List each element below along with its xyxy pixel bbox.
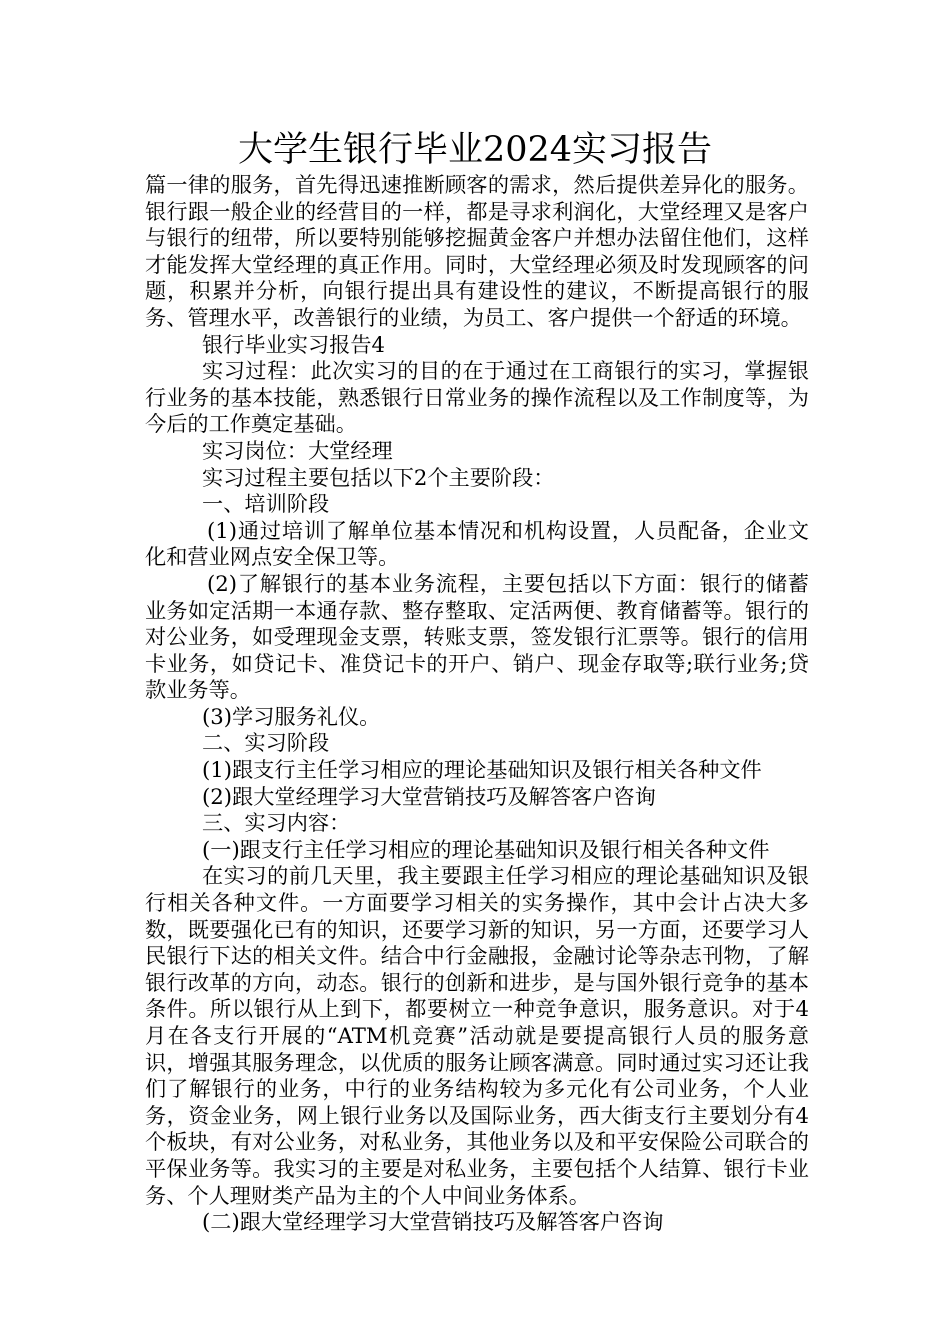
document-body — [145, 172, 809, 1236]
paragraph-15: 在实习的前几天里，我主要跟主任学习相应的理论基础知识及银行相关各种文件。一方面要学习相关的实务操作，其中会计占决大多数，既要强化已有的知识，还要学习新的知识，另一方面，还要学习人民银行下达的相关文件。结合中行金融报，金融讨论等杂志刊物，了解银行改革的方向，动态。银行的创新和进步，是与国外银行竞争的基本条件。所以银行从上到下，都要树立一种竞争意识，服务意识。对于4月在各支行开展的“ATM机竞赛”活动就是要提高银行人员的服务意识，增强其服务理念，以优质的服务让顾客满意。同时通过实习还让我们了解银行的业务，中行的业务结构较为多元化有公司业务，个人业务，资金业务，网上银行业务以及国际业务，西大街支行主要划分有4个板块，有对公业务，对私业务，其他业务以及和平安保险公司联合的平保业务等。我实习的主要是对私业务，主要包括个人结算、银行卡业务、个人理财类产品为主的个人中间业务体系。 — [145, 863, 809, 1208]
paragraph-16: (二)跟大堂经理学习大堂营销技巧及解答客户咨询 — [202, 1209, 664, 1235]
paragraph-9: (3)学习服务礼仪。 — [202, 703, 381, 729]
paragraph-7: (1)通过培训了解单位基本情况和机构设置，人员配备，企业文化和营业网点安全保卫等。 — [145, 517, 809, 570]
paragraph-14: (一)跟支行主任学习相应的理论基础知识及银行相关各种文件 — [202, 836, 770, 862]
paragraph-12: (2)跟大堂经理学习大堂营销技巧及解答客户咨询 — [202, 783, 656, 809]
paragraph-3: 实习过程：此次实习的目的在于通过在工商银行的实习，掌握银行业务的基本技能，熟悉银行日常业务的操作流程以及工作制度等，为今后的工作奠定基础。 — [145, 358, 809, 437]
paragraph-11: (1)跟支行主任学习相应的理论基础知识及银行相关各种文件 — [202, 757, 762, 783]
paragraph-2: 银行毕业实习报告4 — [202, 331, 385, 357]
paragraph-5: 实习过程主要包括以下2个主要阶段： — [202, 464, 555, 490]
paragraph-4: 实习岗位：大堂经理 — [202, 437, 393, 463]
paragraph-10: 二、实习阶段 — [202, 730, 330, 756]
paragraph-8: (2)了解银行的基本业务流程，主要包括以下方面：银行的储蓄业务如定活期一本通存款、整存整取、定活两便、教育储蓄等。银行的对公业务，如受理现金支票，转账支票，签发银行汇票等。银行的信用卡业务，如贷记卡、准贷记卡的开户、销户、现金存取等;联行业务;贷款业务等。 — [145, 570, 809, 703]
paragraph-6: 一、培训阶段 — [202, 491, 330, 517]
document-title: 大学生银行毕业2024实习报告 — [237, 130, 713, 170]
paragraph-1: 篇一律的服务，首先得迅速推断顾客的需求，然后提供差异化的服务。银行跟一般企业的经营目的一样，都是寻求利润化，大堂经理又是客户与银行的纽带，所以要特别能够挖掘黄金客户并想办法留住他们，这样才能发挥大堂经理的真正作用。同时，大堂经理必须及时发现顾客的问题，积累并分析，向银行提出具有建设性的建议，不断提高银行的服务、管理水平，改善银行的业绩，为员工、客户提供一个舒适的环境。 — [145, 172, 809, 330]
paragraph-13: 三、实习内容： — [202, 810, 351, 836]
